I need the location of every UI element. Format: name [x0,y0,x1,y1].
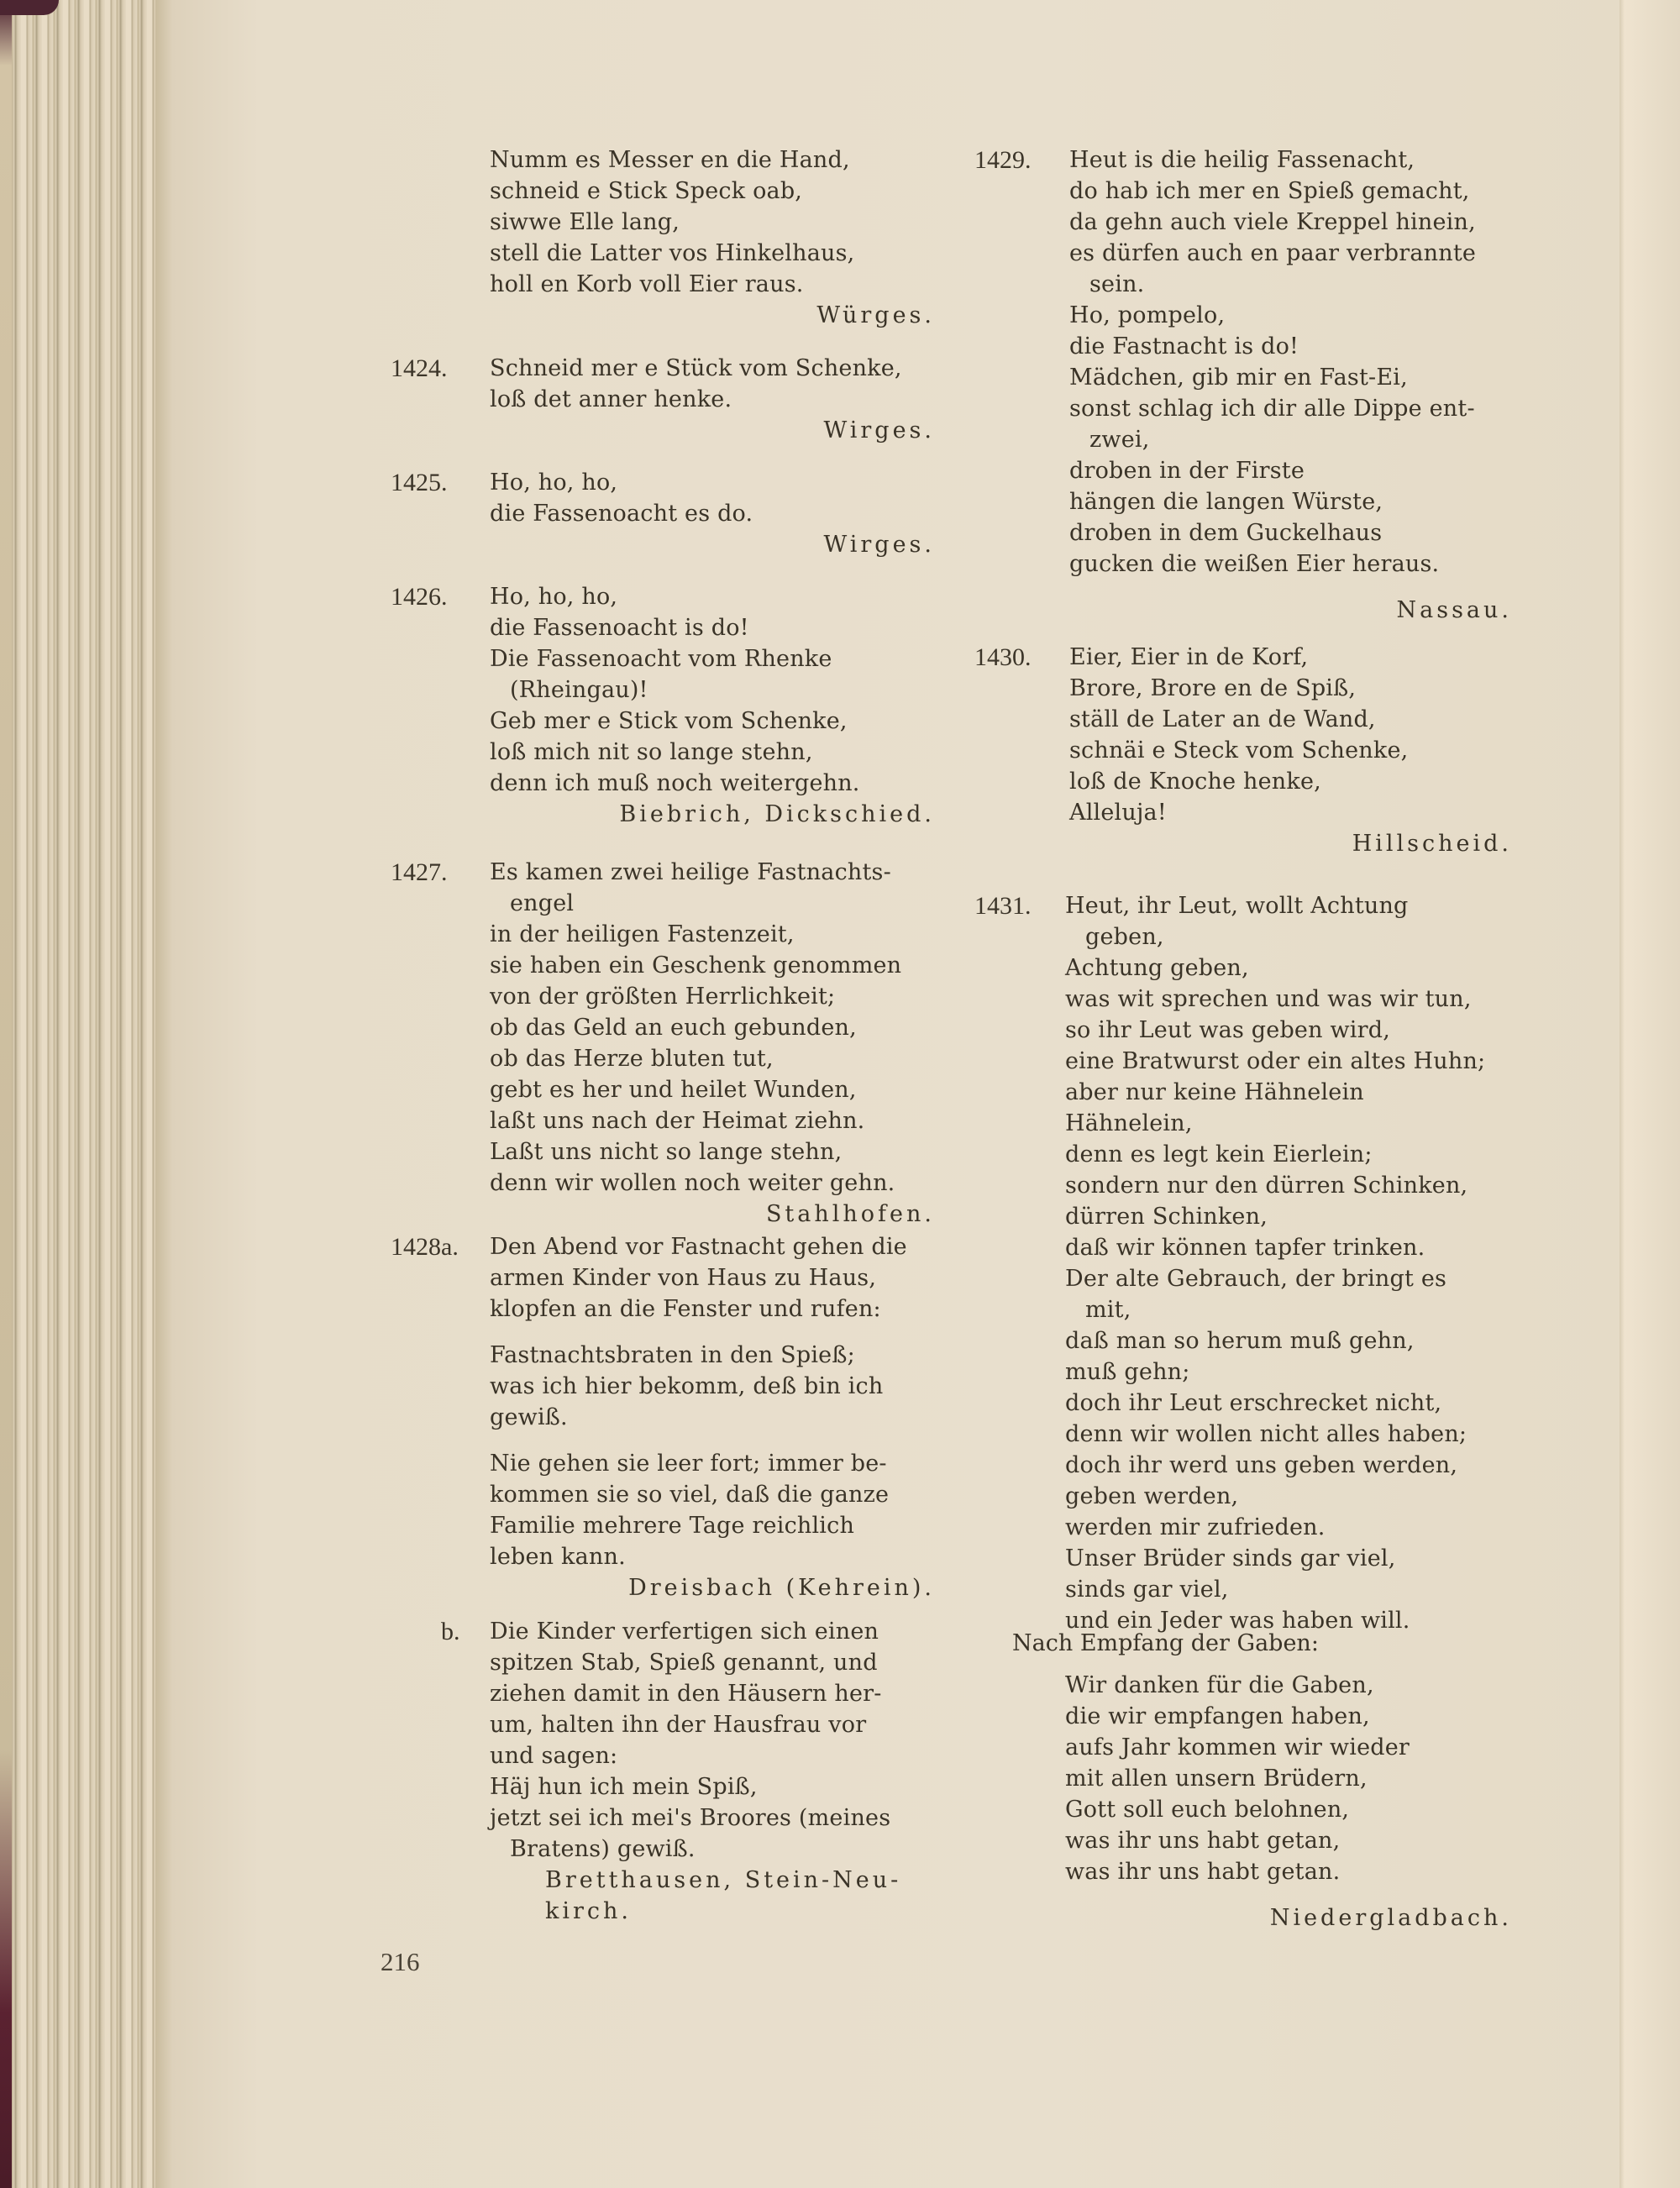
verse-line: ob das Geld an euch gebunden, [490,1015,857,1041]
adjacent-page-edge [1620,0,1680,2188]
entry-sub-label: b. [441,1618,460,1645]
verse-line: jetzt sei ich mei's Broores (meines [490,1805,891,1831]
verse-lines [490,144,935,331]
verse-line: denn ich muß noch weitergehn. [490,770,860,796]
spacer [1069,580,1512,595]
entry-number: 1431. [974,892,1032,920]
verse-line: Ho, pompelo, [1069,302,1226,328]
spacer [490,1325,935,1340]
verse-line: sie haben ein Geschenk genommen [490,952,902,979]
verse-line: es dürfen auch en paar verbrannte [1069,240,1477,266]
verse-line: was wit sprechen und was wir tun, [1065,986,1472,1012]
verse-line: sonst schlag ich dir alle Dippe ent- [1069,396,1475,422]
verse-lines [490,857,935,1230]
prose-line: klopfen an die Fenster und rufen: [490,1296,881,1322]
verse-line: was ihr uns habt getan, [1065,1828,1341,1854]
verse-line: mit, [1085,1297,1131,1323]
prose-line: Den Abend vor Fastnacht gehen die [490,1234,907,1260]
verse-line: ob das Herze bluten tut, [490,1046,774,1072]
verse-line: do hab ich mer en Spieß gemacht, [1069,178,1470,204]
verse-line: Heut, ihr Leut, wollt Achtung [1065,893,1409,919]
verse-line: ställ de Later an de Wand, [1069,706,1376,732]
verse-line: Die Fassenoacht vom Rhenke [490,646,832,672]
verse-line: Häj hun ich mein Spiß, [490,1774,758,1800]
verse-line: droben in der Firste [1069,458,1305,484]
verse-line: Hähnelein, [1065,1110,1193,1136]
verse-line: Eier, Eier in de Korf, [1069,644,1309,670]
source-location: Wirges. [823,532,935,558]
verse-line: was ihr uns habt getan. [1065,1859,1341,1885]
prose-line: Die Kinder verfertigen sich einen [490,1619,879,1645]
source-location: Bretthausen, Stein-Neu- [545,1867,902,1893]
verse-line: Wir danken für die Gaben, [1065,1672,1374,1698]
verse-lines [490,353,935,446]
entry-number: 1427. [391,858,448,886]
page-number: 216 [381,1947,420,1976]
verse-line: Bratens) gewiß. [510,1836,696,1862]
entry-number: 1426. [391,583,448,611]
book-cover-corner [0,0,59,15]
source-location: Dreisbach (Kehrein). [628,1575,935,1601]
verse-line: geben werden, [1065,1483,1239,1509]
prose-line: ziehen damit in den Häusern her- [490,1681,882,1707]
verse-line: Alleluja! [1069,800,1167,826]
verse-line: die wir empfangen haben, [1065,1703,1370,1729]
verse-line: Geb mer e Stick vom Schenke, [490,708,848,734]
prose-line: Nie gehen sie leer fort; immer be- [490,1451,887,1477]
verse-line: schnäi e Steck vom Schenke, [1069,737,1409,763]
spacer [490,1433,935,1448]
verse-line: dürren Schinken, [1065,1204,1268,1230]
verse-line: sinds gar viel, [1065,1577,1229,1603]
verse-line: Unser Brüder sinds gar viel, [1065,1545,1396,1571]
verse-line: Ho, ho, ho, [490,584,618,610]
verse-line: (Rheingau)! [510,677,648,703]
verse-line: Der alte Gebrauch, der bringt es [1065,1266,1447,1292]
verse-line: denn wir wollen noch weiter gehn. [490,1170,895,1196]
verse-line: Brore, Brore en de Spiß, [1069,675,1357,701]
verse-line: schneid e Stick Speck oab, [490,178,803,204]
verse-line: doch ihr werd uns geben werden, [1065,1452,1458,1478]
entry-number: 1424. [391,354,448,382]
verse-line: Heut is die heilig Fassenacht, [1069,147,1415,173]
verse-line: denn es legt kein Eierlein; [1065,1141,1373,1167]
verse-line: denn wir wollen nicht alles haben; [1065,1421,1467,1447]
closing-intro: Nach Empfang der Gaben: [1012,1630,1319,1656]
verse-line: doch ihr Leut erschrecket nicht, [1065,1390,1442,1416]
verse-line: Laßt uns nicht so lange stehn, [490,1139,843,1165]
book-cover-edge [0,0,12,2188]
verse-line: holl en Korb voll Eier raus. [490,271,804,297]
verse-line: daß man so herum muß gehn, [1065,1328,1415,1354]
verse-line: geben, [1085,924,1164,950]
prose-lines [490,1231,935,1603]
prose-line: und sagen: [490,1743,618,1769]
verse-line: was ich hier bekomm, deß bin ich [490,1373,884,1399]
verse-line: sondern nur den dürren Schinken, [1065,1173,1468,1199]
verse-line: siwwe Elle lang, [490,209,680,235]
source-location-cont: kirch. [545,1898,632,1924]
prose-line: spitzen Stab, Spieß genannt, und [490,1650,878,1676]
verse-line: die Fastnacht is do! [1069,333,1299,359]
source-location: Niedergladbach. [1269,1905,1512,1931]
book-page-edges [0,0,172,2188]
verse-line: loß det anner henke. [490,386,732,412]
verse-line: Ho, ho, ho, [490,470,618,496]
spacer [1065,1887,1512,1902]
source-location: Würges. [816,302,935,328]
entry-number: 1430. [974,643,1032,671]
verse-line: und ein Jeder was haben will. [1065,1608,1410,1634]
verse-line: mit allen unsern Brüdern, [1065,1766,1368,1792]
verse-line: von der größten Herrlichkeit; [490,984,836,1010]
verse-line: droben in dem Guckelhaus [1069,520,1383,546]
verse-line: muß gehn; [1065,1359,1190,1385]
source-location: Hillscheid. [1352,831,1512,857]
prose-line: Familie mehrere Tage reichlich [490,1513,855,1539]
verse-lines [490,467,935,560]
verse-line: Gott soll euch belohnen, [1065,1797,1350,1823]
verse-lines [1065,890,1512,1636]
verse-line: engel [510,890,575,916]
source-location: Wirges. [823,417,935,443]
prose-line: leben kann. [490,1544,626,1570]
verse-line: Numm es Messer en die Hand, [490,147,850,173]
verse-line: Achtung geben, [1065,955,1249,981]
source-location: Stahlhofen. [765,1201,935,1227]
entry-number: 1428a. [391,1233,459,1261]
verse-lines [490,581,935,830]
verse-line: loß mich nit so lange stehn, [490,739,813,765]
source-location: Biebrich, Dickschied. [619,801,935,827]
prose-line: armen Kinder von Haus zu Haus, [490,1265,877,1291]
gutter-shadow [155,0,172,2188]
verse-line: Es kamen zwei heilige Fastnachts- [490,859,891,885]
verse-line: sein. [1089,271,1145,297]
verse-line: in der heiligen Fastenzeit, [490,921,795,947]
verse-line: daß wir können tapfer trinken. [1065,1235,1425,1261]
prose-line: um, halten ihn der Hausfrau vor [490,1712,867,1738]
verse-line: laßt uns nach der Heimat ziehn. [490,1108,865,1134]
verse-lines [1069,642,1512,859]
verse-line: aber nur keine Hähnelein [1065,1079,1364,1105]
verse-line: so ihr Leut was geben wird, [1065,1017,1390,1043]
prose-line: kommen sie so viel, daß die ganze [490,1482,890,1508]
verse-line: eine Bratwurst oder ein altes Huhn; [1065,1048,1486,1074]
verse-line: Fastnachtsbraten in den Spieß; [490,1342,855,1368]
verse-line: da gehn auch viele Kreppel hinein, [1069,209,1476,235]
verse-line: loß de Knoche henke, [1069,769,1321,795]
source-location: Nassau. [1396,597,1512,623]
verse-line: die Fassenoacht es do. [490,501,753,527]
entry-number: 1425. [391,469,448,496]
verse-line: gucken die weißen Eier heraus. [1069,551,1440,577]
verse-line: gewiß. [490,1404,568,1430]
verse-lines [1065,1670,1512,1934]
verse-line: zwei, [1089,427,1150,453]
verse-line: die Fassenoacht is do! [490,615,749,641]
verse-line: werden mir zufrieden. [1065,1514,1326,1540]
entry-number: 1429. [974,146,1032,174]
prose-lines [490,1616,935,1927]
verse-line: gebt es her und heilet Wunden, [490,1077,857,1103]
verse-line: stell die Latter vos Hinkelhaus, [490,240,855,266]
verse-line: Schneid mer e Stück vom Schenke, [490,355,902,381]
verse-line: Mädchen, gib mir en Fast-Ei, [1069,365,1408,391]
verse-line: aufs Jahr kommen wir wieder [1065,1734,1410,1760]
verse-lines [1069,144,1512,626]
verse-line: hängen die langen Würste, [1069,489,1383,515]
